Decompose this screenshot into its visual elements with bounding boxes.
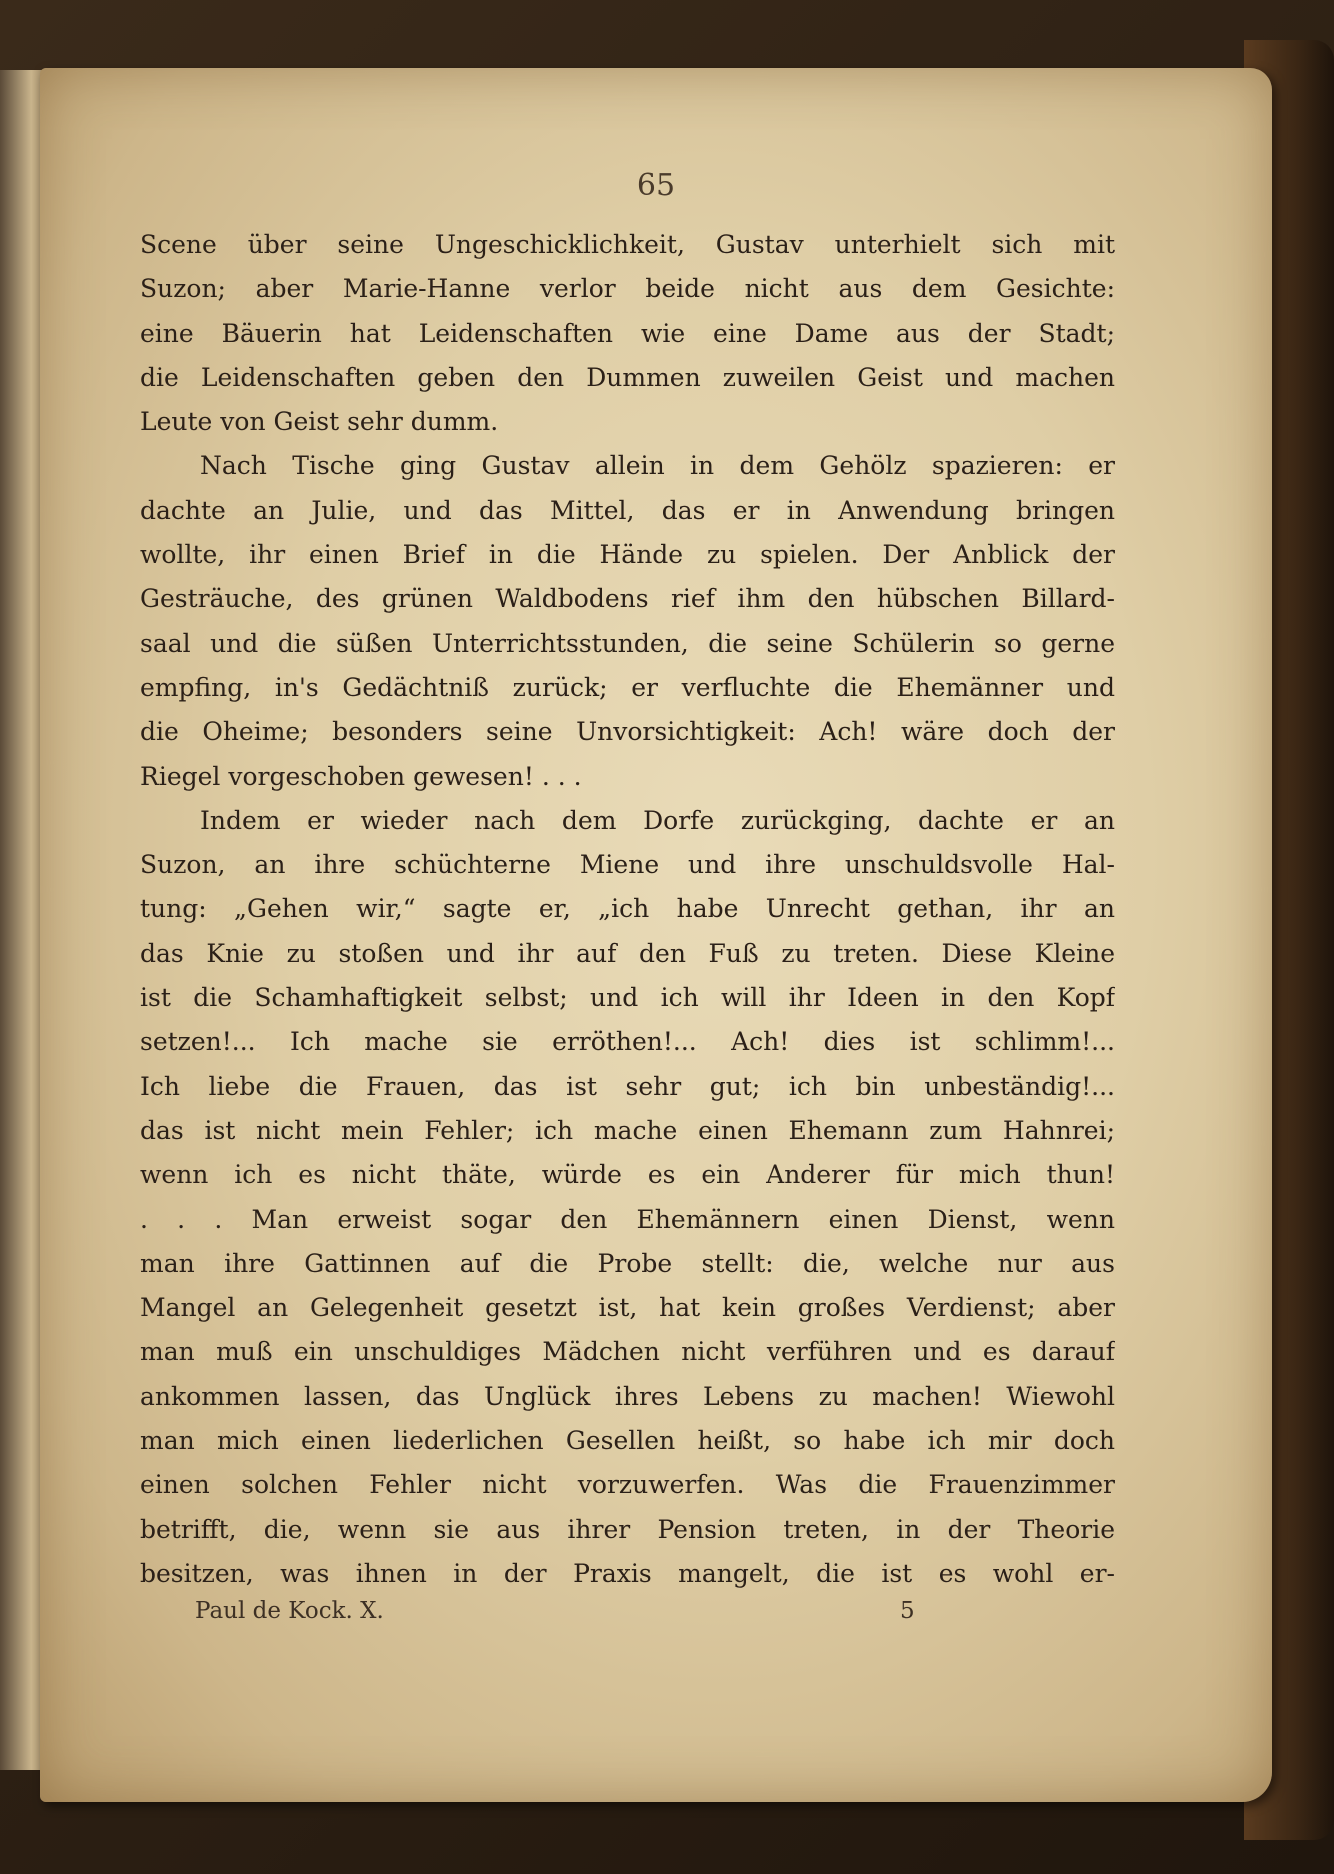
- text-line: man ihre Gattinnen auf die Probe stellt: die, welche nur aus: [140, 1248, 1115, 1278]
- text-line: Indem er wieder nach dem Dorfe zurückging, dachte er an: [200, 805, 1115, 835]
- text-line: Mangel an Gelegenheit gesetzt ist, hat kein großes Verdienst; aber: [140, 1293, 1115, 1323]
- text-line: man mich einen liederlichen Gesellen heißt, so habe ich mir doch: [140, 1426, 1115, 1456]
- text-line: die Oheime; besonders seine Unvorsichtigkeit: Ach! wäre doch der: [140, 717, 1115, 747]
- body-text: [140, 223, 1115, 1596]
- text-line: wollte, ihr einen Brief in die Hände zu spielen. Der Anblick der: [140, 540, 1115, 570]
- text-line: . . . Man erweist sogar den Ehemännern einen Dienst, wenn: [140, 1204, 1115, 1234]
- text-line: Gesträuche, des grünen Waldbodens rief ihm den hübschen Billard-: [140, 584, 1115, 614]
- text-line: betrifft, die, wenn sie aus ihrer Pension treten, in der Theorie: [140, 1514, 1115, 1544]
- text-line: einen solchen Fehler nicht vorzuwerfen. Was die Frauenzimmer: [140, 1470, 1115, 1500]
- signature-line: Paul de Kock. X.: [195, 1598, 384, 1624]
- text-line: die Leidenschaften geben den Dummen zuweilen Geist und machen: [140, 362, 1115, 392]
- text-line: ankommen lassen, das Unglück ihres Lebens zu machen! Wiewohl: [140, 1381, 1115, 1411]
- text-line: Ich liebe die Frauen, das ist sehr gut; ich bin unbeständig!...: [140, 1071, 1115, 1101]
- text-line: Riegel vorgeschoben gewesen! . . .: [140, 761, 582, 791]
- text-line: dachte an Julie, und das Mittel, das er in Anwendung bringen: [140, 495, 1115, 525]
- text-line: Nach Tische ging Gustav allein in dem Gehölz spazieren: er: [200, 451, 1115, 481]
- page-number: 65: [636, 168, 676, 203]
- text-line: wenn ich es nicht thäte, würde es ein Anderer für mich thun!: [140, 1160, 1115, 1190]
- text-line: das ist nicht mein Fehler; ich mache einen Ehemann zum Hahnrei;: [140, 1115, 1115, 1145]
- text-line: ist die Schamhaftigkeit selbst; und ich will ihr Ideen in den Kopf: [140, 983, 1115, 1013]
- text-line: Suzon; aber Marie-Hanne verlor beide nicht aus dem Gesichte:: [140, 274, 1115, 304]
- text-line: saal und die süßen Unterrichtsstunden, die seine Schülerin so gerne: [140, 628, 1115, 658]
- text-line: Leute von Geist sehr dumm.: [140, 407, 499, 437]
- text-line: empfing, in's Gedächtniß zurück; er verfluchte die Ehemänner und: [140, 672, 1115, 702]
- text-line: Scene über seine Ungeschicklichkeit, Gustav unterhielt sich mit: [140, 230, 1115, 259]
- text-line: eine Bäuerin hat Leidenschaften wie eine Dame aus der Stadt;: [140, 318, 1115, 348]
- text-line: setzen!... Ich mache sie erröthen!... Ach! dies ist schlimm!...: [140, 1027, 1115, 1057]
- text-line: man muß ein unschuldiges Mädchen nicht verführen und es darauf: [140, 1337, 1115, 1367]
- text-line: tung: „Gehen wir,“ sagte er, „ich habe Unrecht gethan, ihr an: [140, 894, 1115, 924]
- sheet-number: 5: [900, 1598, 915, 1624]
- text-line: das Knie zu stoßen und ihr auf den Fuß zu treten. Diese Kleine: [140, 938, 1115, 968]
- book-page: [40, 68, 1272, 1802]
- text-line: besitzen, was ihnen in der Praxis mangelt, die ist es wohl er-: [140, 1558, 1115, 1588]
- text-line: Suzon, an ihre schüchterne Miene und ihre unschuldsvolle Hal-: [140, 850, 1115, 880]
